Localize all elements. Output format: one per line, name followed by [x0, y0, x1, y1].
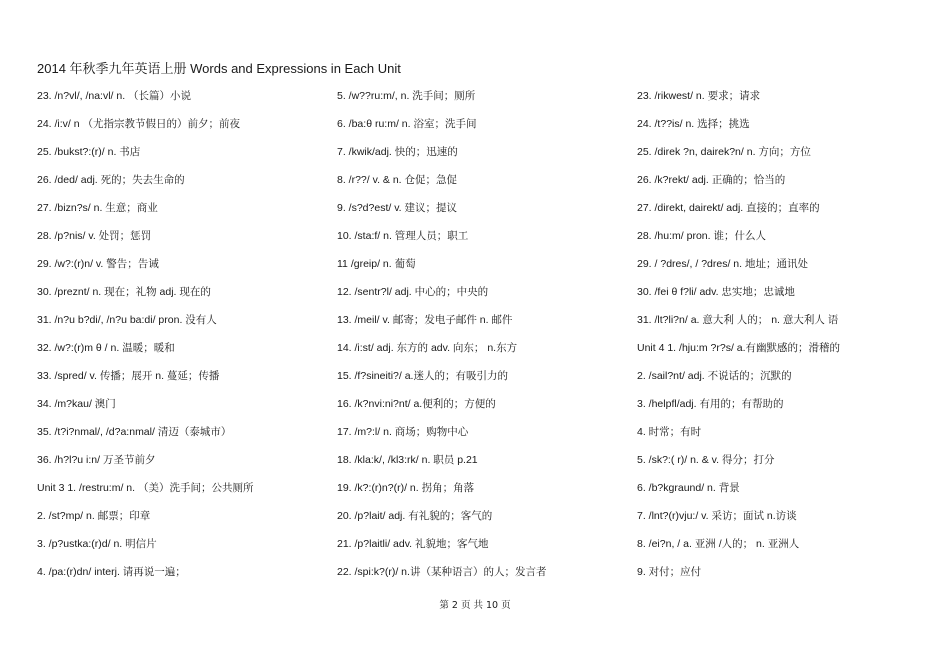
vocab-entry: 30. /fei θ f?li/ adv. 忠实地；忠诚地 [637, 286, 795, 298]
vocab-entry: Unit 3 1. /restru:m/ n. （美）洗手间；公共厕所 [37, 482, 254, 494]
vocab-entry: 2. /st?mp/ n. 邮票；印章 [37, 510, 151, 522]
vocab-entry: 34. /m?kau/ 澳门 [37, 398, 116, 410]
vocab-entry: 7. /kwik/adj. 快的；迅速的 [337, 146, 458, 158]
vocab-entry: 28. /p?nis/ v. 处罚；惩罚 [37, 230, 152, 242]
vocab-entry: 26. /ded/ adj. 死的；失去生命的 [37, 174, 185, 186]
vocab-entry: 24. /t??is/ n. 选择；挑选 [637, 118, 750, 130]
vocab-entry: 35. /t?i?nmal/, /d?a:nmal/ 清迈（泰城市） [37, 426, 232, 438]
vocab-entry: 22. /spi:k?(r)/ n.讲（某种语言）的人；发言者 [337, 566, 547, 578]
vocab-entry: 18. /kla:k/, /kl3:rk/ n. 职员 p.21 [337, 454, 478, 466]
vocab-entry: 6. /ba:θ ru:m/ n. 浴室；洗手间 [337, 118, 477, 130]
column-1 [37, 88, 327, 592]
vocab-entry: 15. /f?sineiti?/ a.迷人的；有吸引力的 [337, 370, 508, 382]
vocab-entry: 10. /sta:f/ n. 管理人员；职工 [337, 230, 469, 242]
vocab-entry: 30. /preznt/ n. 现在；礼物 adj. 现在的 [37, 286, 211, 298]
vocab-entry: 9. /s?d?est/ v. 建议；提议 [337, 202, 458, 214]
vocab-entry: 3. /p?ustka:(r)d/ n. 明信片 [37, 538, 157, 550]
vocab-entry: 25. /direk ?n, dairek?n/ n. 方向；方位 [637, 146, 811, 158]
vocab-entry: 8. /r??/ v. & n. 仓促；急促 [337, 174, 458, 186]
vocab-entry: 12. /sentr?l/ adj. 中心的；中央的 [337, 286, 489, 298]
vocab-entry: 20. /p?lait/ adj. 有礼貌的；客气的 [337, 510, 493, 522]
vocab-entry: 32. /w?:(r)m θ / n. 温暖；暖和 [37, 342, 175, 354]
vocab-entry: 24. /i:v/ n （尤指宗教节假日的）前夕；前夜 [37, 118, 241, 130]
vocab-entry: 29. / ?dres/, / ?dres/ n. 地址；通讯处 [637, 258, 808, 270]
vocab-entry: 8. /ei?n, / a. 亚洲 /人的； n. 亚洲人 [637, 538, 800, 550]
vocab-entry: 26. /k?rekt/ adj. 正确的；恰当的 [637, 174, 786, 186]
vocab-entry: 5. /w??ru:m/, n. 洗手间；厕所 [337, 90, 476, 102]
vocab-entry: 23. /n?vl/, /na:vl/ n. （长篇）小说 [37, 90, 192, 102]
vocab-entry: 21. /p?laitli/ adv. 礼貌地；客气地 [337, 538, 489, 550]
vocab-entry: 27. /bizn?s/ n. 生意；商业 [37, 202, 158, 214]
vocab-entry: 4. 时常；有时 [637, 426, 702, 438]
vocab-entry: 23. /rikwest/ n. 要求；请求 [637, 90, 761, 102]
column-2 [337, 88, 627, 592]
vocab-entry: 19. /k?:(r)n?(r)/ n. 拐角；角落 [337, 482, 475, 494]
vocab-entry: 2. /sail?nt/ adj. 不说话的；沉默的 [637, 370, 792, 382]
vocab-entry: Unit 4 1. /hju:m ?r?s/ a.有幽默感的；滑稽的 [637, 342, 841, 354]
vocab-entry: 13. /meil/ v. 邮寄；发电子邮件 n. 邮件 [337, 314, 513, 326]
vocab-entry: 6. /b?kgraund/ n. 背景 [637, 482, 740, 494]
vocab-entry: 14. /i:st/ adj. 东方的 adv. 向东； n.东方 [337, 342, 518, 354]
vocab-entry: 4. /pa:(r)dn/ interj. 请再说一遍； [37, 566, 186, 578]
vocab-entry: 16. /k?nvi:ni?nt/ a.便利的；方便的 [337, 398, 496, 410]
vocab-entry: 7. /lnt?(r)vju:/ v. 采访；面试 n.访谈 [637, 510, 797, 522]
vocab-entry: 31. /n?u b?di/, /n?u ba:di/ pron. 没有人 [37, 314, 217, 326]
column-3 [637, 88, 937, 592]
vocab-entry: 33. /spred/ v. 传播；展开 n. 蔓延；传播 [37, 370, 220, 382]
vocab-entry: 27. /direkt, dairekt/ adj. 直接的；直率的 [637, 202, 820, 214]
page-title: 2014 年秋季九年英语上册 Words and Expressions in Each Unit [37, 61, 401, 76]
vocab-entry: 29. /w?:(r)n/ v. 警告；告诫 [37, 258, 159, 270]
vocab-entry: 11 /greip/ n. 葡萄 [337, 258, 416, 270]
page-number-footer: 第 2 页 共 10 页 [439, 600, 511, 611]
vocab-entry: 17. /m?:l/ n. 商场；购物中心 [337, 426, 469, 438]
vocab-entry: 5. /sk?:( r)/ n. & v. 得分；打分 [637, 454, 775, 466]
vocab-entry: 31. /lt?li?n/ a. 意大利 人的； n. 意大利人 语 [637, 314, 839, 326]
vocab-entry: 36. /h?l?u i:n/ 万圣节前夕 [37, 454, 156, 466]
vocab-entry: 9. 对付；应付 [637, 566, 702, 578]
vocab-entry: 3. /helpfl/adj. 有用的；有帮助的 [637, 398, 784, 410]
vocab-entry: 25. /bukst?:(r)/ n. 书店 [37, 146, 141, 158]
vocab-entry: 28. /hu:m/ pron. 谁；什么人 [637, 230, 766, 242]
